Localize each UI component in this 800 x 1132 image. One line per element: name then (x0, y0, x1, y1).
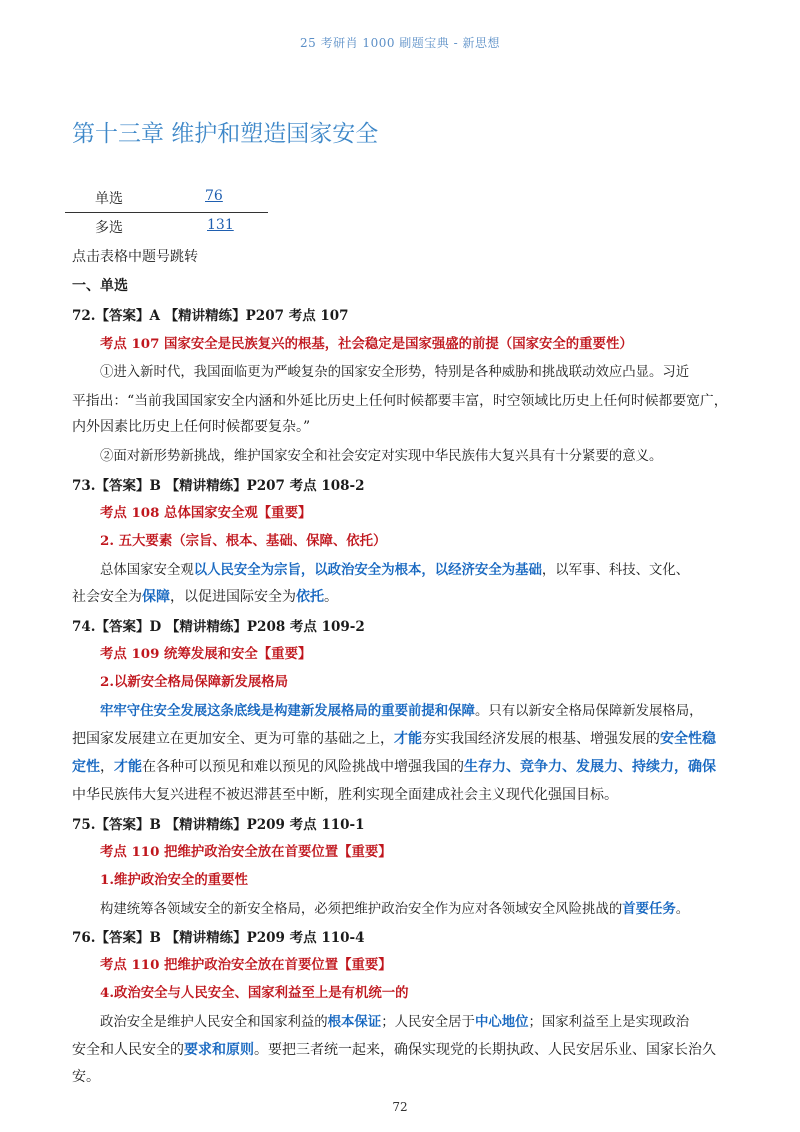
highlight: 要求和原则 (184, 1042, 254, 1058)
q76-line2 (72, 1039, 728, 1059)
q72-para1-line3: 内外因素比历史上任何时候都要复杂。” (72, 419, 311, 435)
highlight: 牢牢守住安全发展这条底线是构建新发展格局的重要前提和保障 (100, 703, 475, 719)
highlight: 安全性稳 (660, 731, 716, 747)
q73-line1 (100, 559, 756, 578)
toc-label-single: 单选 (95, 191, 123, 207)
answer-75: 75.【答案】B 【精讲精练】P209 考点 110-1 (72, 817, 365, 833)
text: 。只有以新安全格局保障新发展格局， (474, 704, 703, 719)
text: 。 (675, 902, 690, 917)
q75-subheading: 1.维护政治安全的重要性 (100, 872, 248, 888)
text: 政治安全是维护人民安全和国家利益的 (100, 1015, 328, 1030)
answer-76: 76.【答案】B 【精讲精练】P209 考点 110-4 (72, 930, 365, 946)
q74-subheading: 2.以新安全格局保障新发展格局 (100, 674, 289, 690)
toc-row-multiple (65, 213, 268, 241)
point-109: 考点 109 统筹发展和安全【重要】 (100, 646, 312, 662)
text: 构建统筹各领域安全的新安全格局，必须把维护政治安全作为应对各领域安全风险挑战的 (100, 902, 623, 917)
toc-link-multiple[interactable]: 131 (207, 217, 234, 233)
question-index-table (65, 184, 268, 241)
q75-line1 (100, 898, 756, 917)
text: ， (100, 759, 114, 775)
highlight: 中心地位 (474, 1014, 529, 1030)
page-number: 72 (392, 1100, 408, 1114)
highlight: 依托 (296, 589, 324, 605)
highlight: 根本保证 (327, 1014, 382, 1030)
q72-para1-line1: ①进入新时代，我国面临更为严峻复杂的国家安全形势，特别是各种威胁和挑战联动效应凸显。习近 (100, 365, 690, 380)
point-107: 考点 107 国家安全是民族复兴的根基，社会稳定是国家强盛的前提（国家安全的重要性） (100, 336, 633, 352)
answer-73: 73.【答案】B 【精讲精练】P207 考点 108-2 (72, 478, 365, 494)
running-header: 25 考研肖 1000 刷题宝典 - 新思想 (300, 36, 500, 50)
q74-line2 (72, 728, 728, 748)
highlight: 保障 (142, 589, 170, 605)
text: 在各种可以预见和难以预见的风险挑战中增强我国的 (142, 759, 464, 775)
answer-74: 74.【答案】D 【精讲精练】P208 考点 109-2 (72, 619, 365, 635)
q74-line3 (72, 756, 728, 776)
text: ；人民安全居于 (381, 1015, 475, 1030)
jump-hint: 点击表格中题号跳转 (72, 249, 198, 265)
text: 。要把三者统一起来，确保实现党的长期执政、人民安居乐业、国家长治久 (254, 1042, 716, 1058)
q74-line4: 中华民族伟大复兴进程不被迟滞甚至中断，胜利实现全面建成社会主义现代化强国目标。 (72, 787, 618, 803)
point-108: 考点 108 总体国家安全观【重要】 (100, 505, 312, 521)
chapter-title: 第十三章 维护和塑造国家安全 (72, 121, 379, 147)
q74-line1 (100, 700, 756, 719)
q76-line1 (100, 1011, 756, 1030)
q76-subheading: 4.政治安全与人民安全、国家利益至上是有机统一的 (100, 985, 409, 1001)
text: 总体国家安全观 (100, 563, 194, 578)
highlight: 以人民安全为宗旨，以政治安全为根本，以经济安全为基础 (193, 562, 542, 578)
q72-para2: ②面对新形势新挑战，维护国家安全和社会安定对实现中华民族伟大复兴具有十分紧要的意义。 (100, 449, 663, 464)
q72-para1-line2: 平指出：“当前我国国家安全内涵和外延比历史上任何时候都要丰富，时空领域比历史上任何时候都要宽广， (72, 393, 728, 409)
text: 安全和人民安全的 (72, 1042, 184, 1058)
highlight: 定性 (72, 759, 100, 775)
q73-subheading: 2. 五大要素（宗旨、根本、基础、保障、依托） (100, 533, 387, 549)
highlight: 才能 (114, 759, 142, 775)
point-110-a: 考点 110 把维护政治安全放在首要位置【重要】 (100, 844, 392, 860)
q76-line3: 安。 (72, 1069, 100, 1085)
toc-row-single (65, 184, 268, 213)
q73-line2 (72, 586, 728, 606)
text: 把国家发展建立在更加安全、更为可靠的基础之上， (72, 731, 394, 747)
highlight: 才能 (394, 731, 422, 747)
highlight: 生存力、竞争力、发展力、持续力，确保 (464, 759, 716, 775)
text: ，以促进国际安全为 (170, 589, 296, 605)
toc-link-single[interactable]: 76 (205, 188, 223, 204)
text: 社会安全为 (72, 589, 142, 605)
text: ，以军事、科技、文化、 (541, 563, 690, 578)
point-110-b: 考点 110 把维护政治安全放在首要位置【重要】 (100, 957, 392, 973)
section-heading: 一、单选 (72, 278, 128, 294)
toc-label-multiple: 多选 (95, 220, 123, 236)
highlight: 首要任务 (622, 901, 676, 917)
answer-72: 72.【答案】A 【精讲精练】P207 考点 107 (72, 308, 349, 324)
text: 夯实我国经济发展的根基、增强发展的 (422, 731, 660, 747)
text: ；国家利益至上是实现政治 (528, 1015, 690, 1030)
text: 。 (324, 589, 338, 605)
